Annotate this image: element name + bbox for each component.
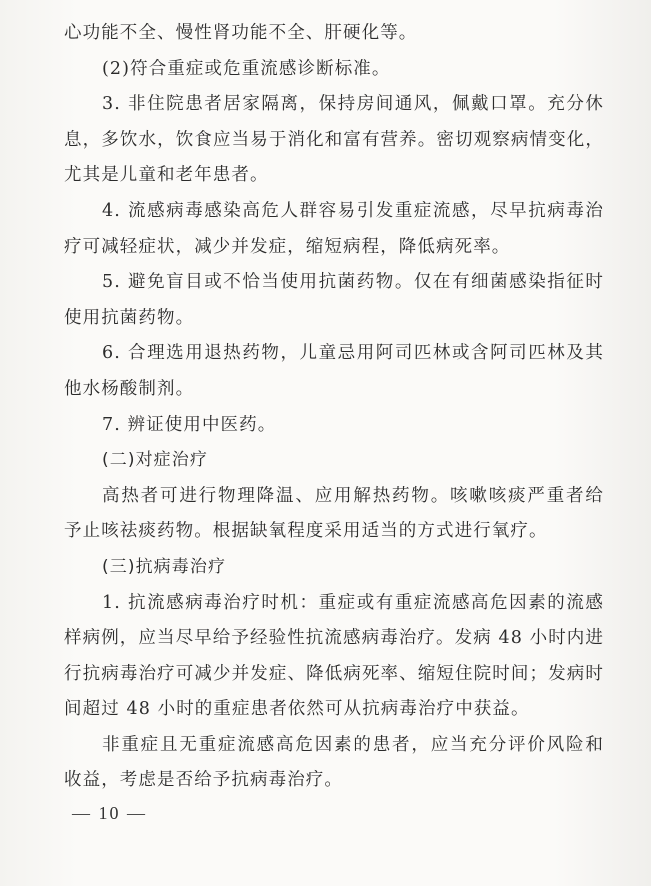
paragraph: 1. 抗流感病毒治疗时机：重症或有重症流感高危因素的流感样病例，应当尽早给予经验性抗流感病毒治疗。发病 48 小时内进行抗病毒治疗可减少并发症、降低病死率、缩短住院时间；发病时间超过 48 小时的重症患者依然可从抗病毒治疗中获益。	[64, 592, 604, 720]
paragraph: 3. 非住院患者居家隔离，保持房间通风，佩戴口罩。充分休息，多饮水，饮食应当易于消化和富有营养。密切观察病情变化，尤其是儿童和老年患者。	[64, 94, 604, 186]
paragraph: (2)符合重症或危重流感诊断标准。	[102, 58, 391, 79]
paragraph: 高热者可进行物理降温、应用解热药物。咳嗽咳痰严重者给予止咳祛痰药物。根据缺氧程度采用适当的方式进行氧疗。	[64, 485, 604, 542]
paragraph: 7. 辨证使用中医药。	[102, 414, 277, 435]
paragraph: 5. 避免盲目或不恰当使用抗菌药物。仅在有细菌感染指征时使用抗菌药物。	[64, 272, 604, 328]
paragraph: 4. 流感病毒感染高危人群容易引发重症流感，尽早抗病毒治疗可减轻症状，减少并发症，缩短病程，降低病死率。	[64, 200, 604, 257]
section-heading: (三)抗病毒治疗	[102, 556, 227, 577]
page-number: — 10 —	[72, 803, 147, 823]
paragraph: 心功能不全、慢性肾功能不全、肝硬化等。	[64, 23, 418, 43]
paragraph: 6. 合理选用退热药物，儿童忌用阿司匹林或含阿司匹林及其他水杨酸制剂。	[64, 343, 604, 399]
paragraph: 非重症且无重症流感高危因素的患者，应当充分评价风险和收益，考虑是否给予抗病毒治疗。	[64, 734, 604, 791]
body-text	[64, 16, 604, 799]
section-heading: (二)对症治疗	[102, 450, 208, 471]
